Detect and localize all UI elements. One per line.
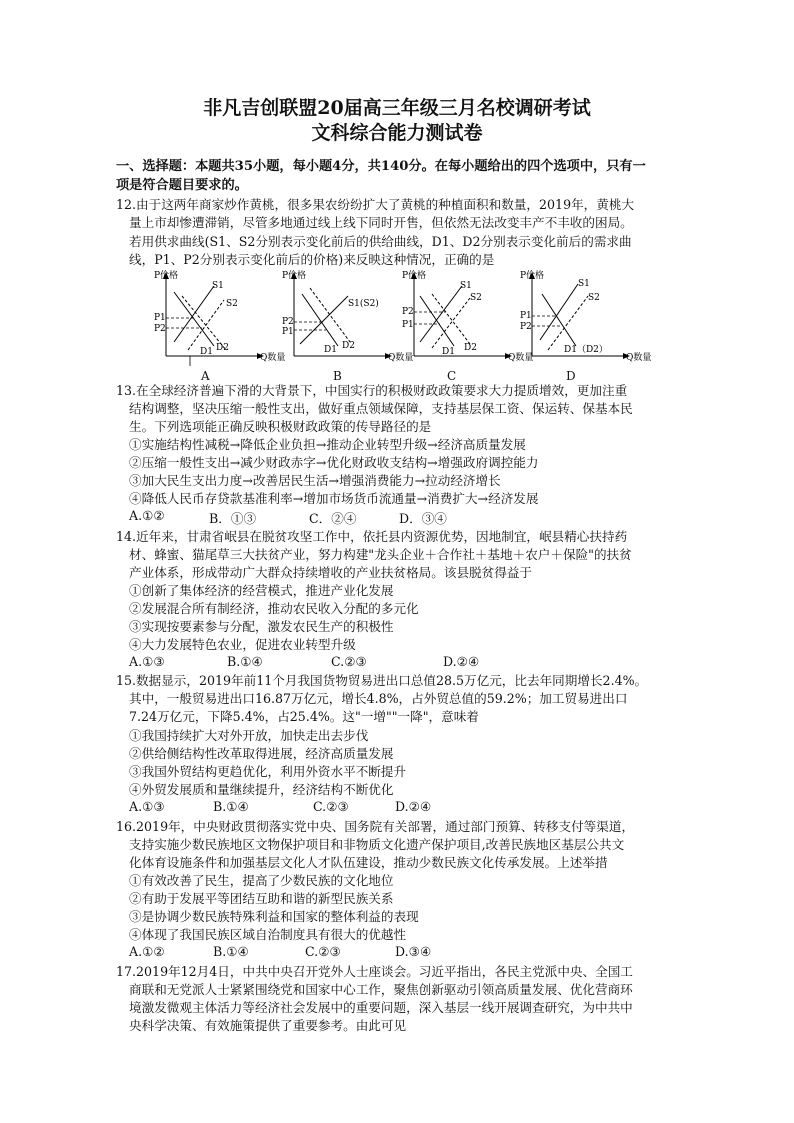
option-b[interactable]: B.①④ xyxy=(227,654,263,669)
y-axis-label: P价格 xyxy=(402,271,427,281)
graph-b-figure xyxy=(280,271,414,366)
section-heading-line: 项是符合题目要求的。 xyxy=(116,178,248,193)
supply-label-s2: S2 xyxy=(226,299,238,309)
question-17-line: 央科学决策、有效施策提供了重要参考。由此可见 xyxy=(129,1018,407,1033)
option-b[interactable]: B.①④ xyxy=(213,799,249,814)
supply-demand-graph-a xyxy=(152,271,286,380)
graph-d-figure xyxy=(518,271,652,366)
question-15-item: ②供给侧结构性改革取得进展，经济高质量发展 xyxy=(129,746,394,761)
question-14-item: ①创新了集体经济的经营模式，推进产业化发展 xyxy=(129,583,394,598)
y-axis-label: P价格 xyxy=(520,271,545,281)
question-17-line: 境激发微观主体活力等经济社会发展中的重要问题，深入基层一线开展调查研究，为中共中 xyxy=(129,1000,633,1015)
price-label-bottom: P2 xyxy=(520,322,532,332)
question-16-item: ①有效改善了民生，提高了少数民族的文化地位 xyxy=(129,873,394,888)
option-b[interactable]: B.①④ xyxy=(213,944,249,959)
question-12-line: 量上市却惨遭滞销，尽管多地通过线上线下同时开售，但依然无法改变丰产不丰收的困局。 xyxy=(129,215,633,230)
question-15-item: ④外贸发展质和量继续提升，经济结构不断优化 xyxy=(129,782,394,797)
question-16-item: ④体现了我国民族区域自治制度具有很大的优越性 xyxy=(129,927,407,942)
question-16-item: ③是协调少数民族特殊利益和国家的整体利益的表现 xyxy=(129,909,419,924)
y-axis-label: P价格 xyxy=(154,271,179,281)
question-15-item: ③我国外贸结构更趋优化，利用外资水平不断提升 xyxy=(129,764,407,779)
x-axis-label: Q数量 xyxy=(260,353,286,363)
question-13-item: ④降低人民币存贷款基准利率→增加市场货币流通量→消费扩大→经济发展 xyxy=(129,491,539,506)
graph-option-a-label: A xyxy=(201,369,210,383)
graph-a-figure xyxy=(152,271,286,366)
price-label-top: P1 xyxy=(520,311,532,321)
price-label-top: P2 xyxy=(282,317,294,327)
supply-label-s1s2: S1(S2) xyxy=(348,299,379,309)
price-label-bottom: P2 xyxy=(154,324,166,334)
demand-label-d2: D2 xyxy=(216,343,229,353)
option-a[interactable]: A.①② xyxy=(129,508,165,523)
graph-c-figure xyxy=(400,271,534,366)
graph-option-d-label: D xyxy=(566,369,576,383)
demand-label-d1d2: D1（D2） xyxy=(564,345,608,355)
section-heading-line: 一、选择题：本题共35小题，每小题4分，共140分。在每小题给出的四个选项中，只有一 xyxy=(116,159,646,174)
option-c[interactable]: C.②③ xyxy=(305,944,341,959)
option-c[interactable]: C.②③ xyxy=(331,654,367,669)
question-12-line: 若用供求曲线(S1、S2分别表示变化前后的供给曲线，D1、D2分别表示变化前后的需求曲 xyxy=(129,234,632,249)
supply-demand-graph-b xyxy=(280,271,414,380)
question-13-item: ③加大民生支出力度→改善居民生活→增强消费能力→拉动经济增长 xyxy=(129,473,501,488)
question-16-item: ②有助于发展平等团结互助和谐的新型民族关系 xyxy=(129,891,394,906)
price-label-bottom: P1 xyxy=(402,320,414,330)
option-a[interactable]: A.①② xyxy=(129,944,165,959)
option-c[interactable]: C.②③ xyxy=(313,799,349,814)
supply-demand-graph-c xyxy=(400,271,534,380)
supply-label-s2: S2 xyxy=(588,293,600,303)
question-14-item: ②发展混合所有制经济，推动农民收入分配的多元化 xyxy=(129,601,419,616)
exam-title: 非凡吉创联盟20届高三年级三月名校调研考试 xyxy=(203,97,591,119)
supply-label-s1: S1 xyxy=(460,281,472,291)
question-14-line: 产业体系，形成带动广大群众持续增收的产业扶贫格局。该县脱贫得益于 xyxy=(129,565,532,580)
question-12-line: 线，P1、P2分别表示变化前后的价格)来反映这种情况，正确的是 xyxy=(129,252,495,267)
question-12-line: 12.由于这两年商家炒作黄桃，很多果农纷纷扩大了黄桃的种植面积和数量，2019年，黄桃大 xyxy=(116,197,635,212)
option-d[interactable]: D.③④ xyxy=(395,944,432,959)
option-c[interactable]: C．②④ xyxy=(309,511,357,526)
section-heading xyxy=(116,157,686,195)
supply-label-s1: S1 xyxy=(212,281,224,291)
question-15-line: 15.数据显示，2019年前11个月我国货物贸易进出口总值28.5万亿元，比去年同期增长2.4%。 xyxy=(116,673,648,688)
demand-label-d2: D2 xyxy=(464,343,477,353)
option-a[interactable]: A.①③ xyxy=(129,799,165,814)
option-a[interactable]: A.①③ xyxy=(129,654,165,669)
question-13-line: 生。下列选项能正确反映积极财政政策的传导路径的是 xyxy=(129,419,432,434)
question-16-line: 支持实施少数民族地区文物保护项目和非物质文化遗产保护项目,改善民族地区基层公共文 xyxy=(129,837,625,852)
question-13-line: 结构调整，坚决压缩一般性支出，做好重点领域保障，支持基层保工资、保运转、保基本民 xyxy=(129,401,633,416)
graph-option-b-label: B xyxy=(333,369,342,383)
price-label-bottom: P1 xyxy=(282,327,294,337)
demand-label-d1: D1 xyxy=(324,345,337,355)
question-15-item: ①我国持续扩大对外开放，加快走出去步伐 xyxy=(129,728,369,743)
question-13-item: ②压缩一般性支出→减少财政赤字→优化财政收支结构→增强政府调控能力 xyxy=(129,455,539,470)
graph-option-c-label: C xyxy=(447,369,457,383)
y-axis-label: P价格 xyxy=(282,271,307,281)
option-b[interactable]: B．①③ xyxy=(209,511,257,526)
demand-label-d2: D2 xyxy=(342,341,355,351)
question-16-line: 化体育设施条件和加强基层文化人才队伍建设，推动少数民族文化传承发展。上述举措 xyxy=(129,855,608,870)
question-15-line: 7.24万亿元，下降5.4%，占25.4%。这"一增""一降"，意味着 xyxy=(129,709,479,724)
question-13-item: ①实施结构性减税→降低企业负担→推动企业转型升级→经济高质量发展 xyxy=(129,437,526,452)
question-13-line: 13.在全球经济普遍下滑的大背景下，中国实行的积极财政政策要求大力提质增效，更加注重 xyxy=(116,383,628,398)
option-d[interactable]: D．③④ xyxy=(399,511,447,526)
option-d[interactable]: D.②④ xyxy=(443,654,480,669)
question-15-line: 其中，一般贸易进出口16.87万亿元，增长4.8%，占外贸总值的59.2%；加工贸易进出口 xyxy=(129,691,628,706)
x-axis-label: Q数量 xyxy=(388,353,414,363)
demand-label-d1: D1 xyxy=(442,347,455,357)
question-14-line: 材、蜂蜜、猫尾草三大扶贫产业，努力构建"龙头企业＋合作社＋基地＋农户＋保险"的扶贫 xyxy=(129,547,632,562)
question-14-line: 14.近年来，甘肃省岷县在脱贫攻坚工作中，依托县内资源优势，因地制宜，岷县精心扶持药 xyxy=(116,529,628,544)
exam-subtitle: 文科综合能力测试卷 xyxy=(311,122,483,144)
option-d[interactable]: D.②④ xyxy=(395,799,432,814)
question-14-item: ④大力发展特色农业，促进农业转型升级 xyxy=(129,637,356,652)
demand-label-d1: D1 xyxy=(200,347,213,357)
x-axis-label: Q数量 xyxy=(626,353,652,363)
question-17-line: 商联和无党派人士紧紧围绕党和国家中心工作，聚焦创新驱动引领高质量发展、优化营商环 xyxy=(129,982,633,997)
question-17-line: 17.2019年12月4日，中共中央召开党外人士座谈会。习近平指出，各民主党派中央、全国工 xyxy=(116,964,633,979)
price-label-top: P1 xyxy=(154,313,166,323)
x-axis-label: Q数量 xyxy=(508,353,534,363)
question-14-item: ③实现按要素参与分配，激发农民生产的积极性 xyxy=(129,619,394,634)
supply-demand-graph-d xyxy=(518,271,652,380)
question-16-line: 16.2019年，中央财政贯彻落实党中央、国务院有关部署，通过部门预算、转移支付等渠道， xyxy=(116,819,635,834)
supply-label-s2: S2 xyxy=(470,293,482,303)
supply-label-s1: S1 xyxy=(578,279,590,289)
price-label-top: P2 xyxy=(402,307,414,317)
